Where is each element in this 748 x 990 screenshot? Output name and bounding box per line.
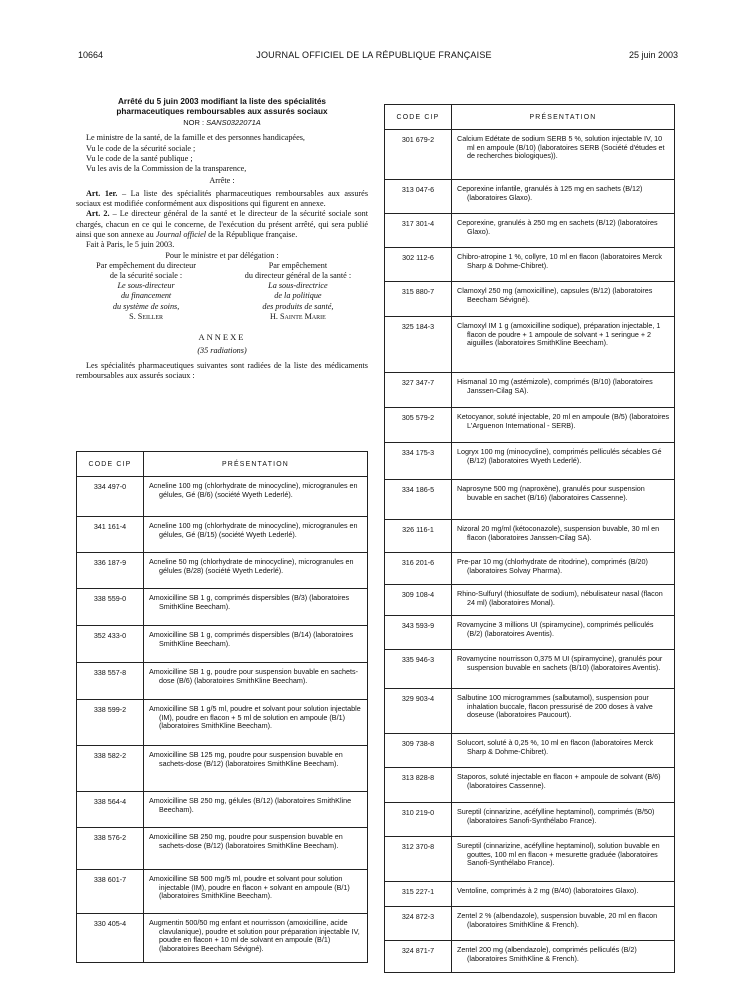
presentation-text: Ceporexine, granulés à 250 mg en sachets (B/12) (laboratoires Glaxo). — [452, 214, 675, 248]
table-row — [77, 828, 368, 870]
presentation-text: Chibro-atropine 1 %, collyre, 10 ml en flacon (laboratoires Merck Sharp & Dohme-Chibret). — [452, 248, 675, 282]
table-row — [385, 180, 675, 214]
cip-code: 338 599-2 — [77, 700, 144, 746]
cip-code: 343 593-9 — [385, 616, 452, 650]
presentation-text: Amoxicilline SB 1 g, poudre pour suspension buvable en sachets-dose (B/6) (laboratoires SmithKline Beecham). — [144, 663, 368, 700]
table-row — [385, 248, 675, 282]
cip-code: 327 347-7 — [385, 373, 452, 408]
table-row — [385, 734, 675, 768]
radiation-table-left — [76, 451, 368, 963]
presentation-text: Ventoline, comprimés à 2 mg (B/40) (laboratoires Glaxo). — [452, 882, 675, 907]
table-row — [385, 373, 675, 408]
presentation-text: Acneline 100 mg (chlorhydrate de minocycline), microgranules en gélules, Gé (B/6) (société Wyeth Lederlé). — [144, 477, 368, 517]
table-row — [385, 443, 675, 480]
presentation-text: Zentel 2 % (albendazole), suspension buvable, 20 ml en flacon (laboratoires SmithKline & French). — [452, 907, 675, 941]
presentation-text: Amoxicilline SB 1 g, comprimés dispersibles (B/14) (laboratoires SmithKline Beecham). — [144, 626, 368, 663]
arrete-column — [76, 97, 368, 381]
presentation-text: Logryx 100 mg (minocycline), comprimés pelliculés sécables Gé (B/12) (laboratoires Wyeth Lederlé). — [452, 443, 675, 480]
table-row — [385, 907, 675, 941]
arrete-word: Arrête : — [209, 176, 235, 186]
cip-code: 313 047-6 — [385, 180, 452, 214]
annexe-intro: Les spécialités pharmaceutiques suivantes sont radiées de la liste des médicaments remboursables aux assurés sociaux : — [76, 360, 368, 380]
cip-code: 301 679-2 — [385, 130, 452, 180]
cip-code: 310 219-0 — [385, 803, 452, 837]
cip-code: 334 186-5 — [385, 480, 452, 520]
cip-code: 338 576-2 — [77, 828, 144, 870]
table-row — [385, 553, 675, 585]
signatures — [76, 261, 368, 322]
table-row — [385, 768, 675, 803]
presentation-text: Acneline 50 mg (chlorhydrate de minocycline), microgranules en gélules (B/28) (société Wyeth Lederlé). — [144, 553, 368, 589]
table-row — [385, 480, 675, 520]
presentation-text: Ketocyanor, soluté injectable, 20 ml en ampoule (B/5) (laboratoires L'Arguenon International - SERB). — [452, 408, 675, 443]
table-row — [385, 130, 675, 180]
column-header-presentation: PRÉSENTATION — [452, 105, 675, 130]
presentation-text: Pre-par 10 mg (chlorhydrate de ritodrine), comprimés (B/20) (laboratoires Solvay Pharma). — [452, 553, 675, 585]
cip-code: 315 227-1 — [385, 882, 452, 907]
cip-code: 302 112-6 — [385, 248, 452, 282]
table-row — [77, 792, 368, 828]
signature-left: Par empêchement du directeur de la sécurité sociale : Le sous-directeur du financement du système de soins, S. Seiller — [96, 260, 196, 321]
cip-code: 324 871-7 — [385, 941, 452, 973]
cip-code: 316 201-6 — [385, 553, 452, 585]
cip-code: 312 370-8 — [385, 837, 452, 882]
table-row — [385, 803, 675, 837]
presentation-text: Zentel 200 mg (albendazole), comprimés pelliculés (B/2) (laboratoires SmithKline & French). — [452, 941, 675, 973]
presentation-text: Rovamycine 3 millions UI (spiramycine), comprimés pelliculés (B/2) (laboratoires Aventis). — [452, 616, 675, 650]
cip-code: 305 579-2 — [385, 408, 452, 443]
presentation-text: Clamoxyl IM 1 g (amoxicilline sodique), préparation injectable, 1 flacon de poudre + 1 ampoule de solvant + 1 seringue + 2 aiguilles (laboratoires SmithKline Beecham). — [452, 317, 675, 373]
cip-code: 335 946-3 — [385, 650, 452, 689]
presentation-text: Sureptil (cinnarizine, acéfylline heptaminol), comprimés (B/50) (laboratoires Sanofi-Synthélabo France). — [452, 803, 675, 837]
presentation-text: Nizoral 20 mg/ml (kétoconazole), suspension buvable, 30 ml en flacon (laboratoires Janssen-Cilag SA). — [452, 520, 675, 553]
table-row — [77, 914, 368, 963]
intro-paragraph: Le ministre de la santé, de la famille et des personnes handicapées, — [86, 133, 305, 143]
table-row — [77, 700, 368, 746]
page-number: 10664 — [78, 50, 104, 60]
table-row — [385, 882, 675, 907]
cip-code: 325 184-3 — [385, 317, 452, 373]
table-row — [385, 650, 675, 689]
cip-code: 334 175-3 — [385, 443, 452, 480]
nor-reference: NOR : SANS0322071A — [183, 118, 261, 127]
table-row — [385, 282, 675, 317]
presentation-text: Ceporexine infantile, granulés à 125 mg en sachets (B/12) (laboratoires Glaxo). — [452, 180, 675, 214]
table-row — [385, 616, 675, 650]
table-row — [385, 214, 675, 248]
cip-code: 338 601-7 — [77, 870, 144, 914]
arrete-title: Arrêté du 5 juin 2003 modifiant la liste des spécialités pharmaceutiques remboursables aux assurés sociaux — [116, 97, 328, 116]
presentation-text: Amoxicilline SB 250 mg, gélules (B/12) (laboratoires SmithKline Beecham). — [144, 792, 368, 828]
cip-code: 326 116-1 — [385, 520, 452, 553]
cip-code: 317 301-4 — [385, 214, 452, 248]
fait-line: Fait à Paris, le 5 juin 2003. — [86, 240, 175, 250]
presentation-text: Clamoxyl 250 mg (amoxicilline), capsules (B/12) (laboratoires Beecham Sévigné). — [452, 282, 675, 317]
delegation-line: Pour le ministre et par délégation : — [165, 250, 279, 260]
table-row — [77, 517, 368, 553]
table-row — [77, 870, 368, 914]
vu-line: Vu le code de la sécurité sociale ; — [86, 143, 196, 153]
presentation-text: Amoxicilline SB 500 mg/5 ml, poudre et solvant pour solution injectable (IM), poudre en flacon + solvant en ampoule (B/1) (laboratoires SmithKline Beecham). — [144, 870, 368, 914]
table-row — [385, 837, 675, 882]
presentation-text: Naprosyne 500 mg (naproxène), granulés pour suspension buvable en sachet (B/16) (laboratoires Cassenne). — [452, 480, 675, 520]
table-row — [77, 477, 368, 517]
presentation-text: Salbutine 100 microgrammes (salbutamol), suspension pour inhalation buccale, flacon pressurisé de 200 doses à valve doseuse (laboratoires Paucourt). — [452, 689, 675, 734]
cip-code: 313 828-8 — [385, 768, 452, 803]
article-2: Art. 2. – Le directeur général de la santé et le directeur de la sécurité sociale sont chargés, chacun en ce qui le concerne, de l'exécution du présent arrêté, qui sera publié ainsi que son annexe au Journal officiel de la République française. — [76, 209, 368, 239]
cip-code: 334 497-0 — [77, 477, 144, 517]
cip-code: 309 108-4 — [385, 585, 452, 616]
cip-code: 352 433-0 — [77, 626, 144, 663]
presentation-text: Sureptil (cinnarizine, acéfylline heptaminol), solution buvable en gouttes, 100 ml en flacon + mesurette graduée (laboratoires Sanofi-Synthélabo France). — [452, 837, 675, 882]
presentation-text: Augmentin 500/50 mg enfant et nourrisson (amoxicilline, acide clavulanique), poudre et solution pour préparation injectable IV, poudre en flacon + 10 ml de solvant en ampoule (B/1) (laboratoires Beecham Sévigné). — [144, 914, 368, 963]
table-row — [385, 317, 675, 373]
presentation-text: Calcium Edétate de sodium SERB 5 %, solution injectable IV, 10 ml en ampoule (B/10) (laboratoires SERB (Société d'études et de recherches biologiques)). — [452, 130, 675, 180]
presentation-text: Amoxicilline SB 125 mg, poudre pour suspension buvable en sachets-dose (B/12) (laboratoires SmithKline Beecham). — [144, 746, 368, 792]
annexe-heading: ANNEXE — [198, 332, 246, 343]
presentation-text: Hismanal 10 mg (astémizole), comprimés (B/10) (laboratoires Janssen-Cilag SA). — [452, 373, 675, 408]
presentation-text: Staporos, soluté injectable en flacon + ampoule de solvant (B/6) (laboratoires Cassenne). — [452, 768, 675, 803]
cip-code: 330 405-4 — [77, 914, 144, 963]
article-1: Art. 1er. – La liste des spécialités pharmaceutiques remboursables aux assurés sociaux est modifiée conformément aux dispositions qui figurent en annexe. — [76, 188, 369, 209]
table-row — [77, 553, 368, 589]
column-header-code: CODE CIP — [385, 105, 452, 130]
cip-code: 315 880-7 — [385, 282, 452, 317]
table-row — [385, 941, 675, 973]
table-row — [77, 746, 368, 792]
table-row — [385, 520, 675, 553]
presentation-text: Rovamycine nourrisson 0,375 M UI (spiramycine), granulés pour suspension buvable en sachets (B/10) (laboratoires Aventis). — [452, 650, 675, 689]
issue-date: 25 juin 2003 — [628, 50, 678, 60]
cip-code: 324 872-3 — [385, 907, 452, 941]
column-header-code: CODE CIP — [77, 452, 144, 477]
presentation-text: Solucort, soluté à 0,25 %, 10 ml en flacon (laboratoires Merck Sharp & Dohme-Chibret). — [452, 734, 675, 768]
table-row — [385, 689, 675, 734]
table-row — [77, 626, 368, 663]
column-header-presentation: PRÉSENTATION — [144, 452, 368, 477]
vu-line: Vu le code de la santé publique ; — [86, 153, 193, 163]
presentation-text: Amoxicilline SB 250 mg, poudre pour suspension buvable en sachets-dose (B/12) (laboratoires SmithKline Beecham). — [144, 828, 368, 870]
signature-right: Par empêchement du directeur général de la santé : La sous-directrice de la politique des produits de santé, H. Sainte Marie — [244, 260, 352, 321]
cip-code: 338 557-8 — [77, 663, 144, 700]
presentation-text: Rhino-Sulfuryl (thiosulfate de sodium), nébulisateur nasal (flacon 24 ml) (laboratoires Monal). — [452, 585, 675, 616]
table-row — [77, 663, 368, 700]
cip-code: 329 903-4 — [385, 689, 452, 734]
presentation-text: Amoxicilline SB 1 g, comprimés dispersibles (B/3) (laboratoires SmithKline Beecham). — [144, 589, 368, 626]
radiation-table-right — [384, 104, 675, 973]
presentation-text: Amoxicilline SB 1 g/5 ml, poudre et solvant pour solution injectable (IM), poudre en flacon + 5 ml de solution en ampoule (B/1) (laboratoires SmithKline Beecham). — [144, 700, 368, 746]
table-row — [77, 589, 368, 626]
cip-code: 336 187-9 — [77, 553, 144, 589]
cip-code: 338 564-4 — [77, 792, 144, 828]
journal-title: JOURNAL OFFICIEL DE LA RÉPUBLIQUE FRANÇAISE — [256, 50, 492, 60]
radiations-count: (35 radiations) — [197, 346, 247, 356]
presentation-text: Acneline 100 mg (chlorhydrate de minocycline), microgranules en gélules, Gé (B/15) (société Wyeth Lederlé). — [144, 517, 368, 553]
vu-line: Vu les avis de la Commission de la transparence, — [86, 164, 247, 174]
page-header — [0, 50, 748, 66]
cip-code: 338 559-0 — [77, 589, 144, 626]
cip-code: 309 738-8 — [385, 734, 452, 768]
cip-code: 338 582-2 — [77, 746, 144, 792]
table-row — [385, 585, 675, 616]
cip-code: 341 161-4 — [77, 517, 144, 553]
table-row — [385, 408, 675, 443]
